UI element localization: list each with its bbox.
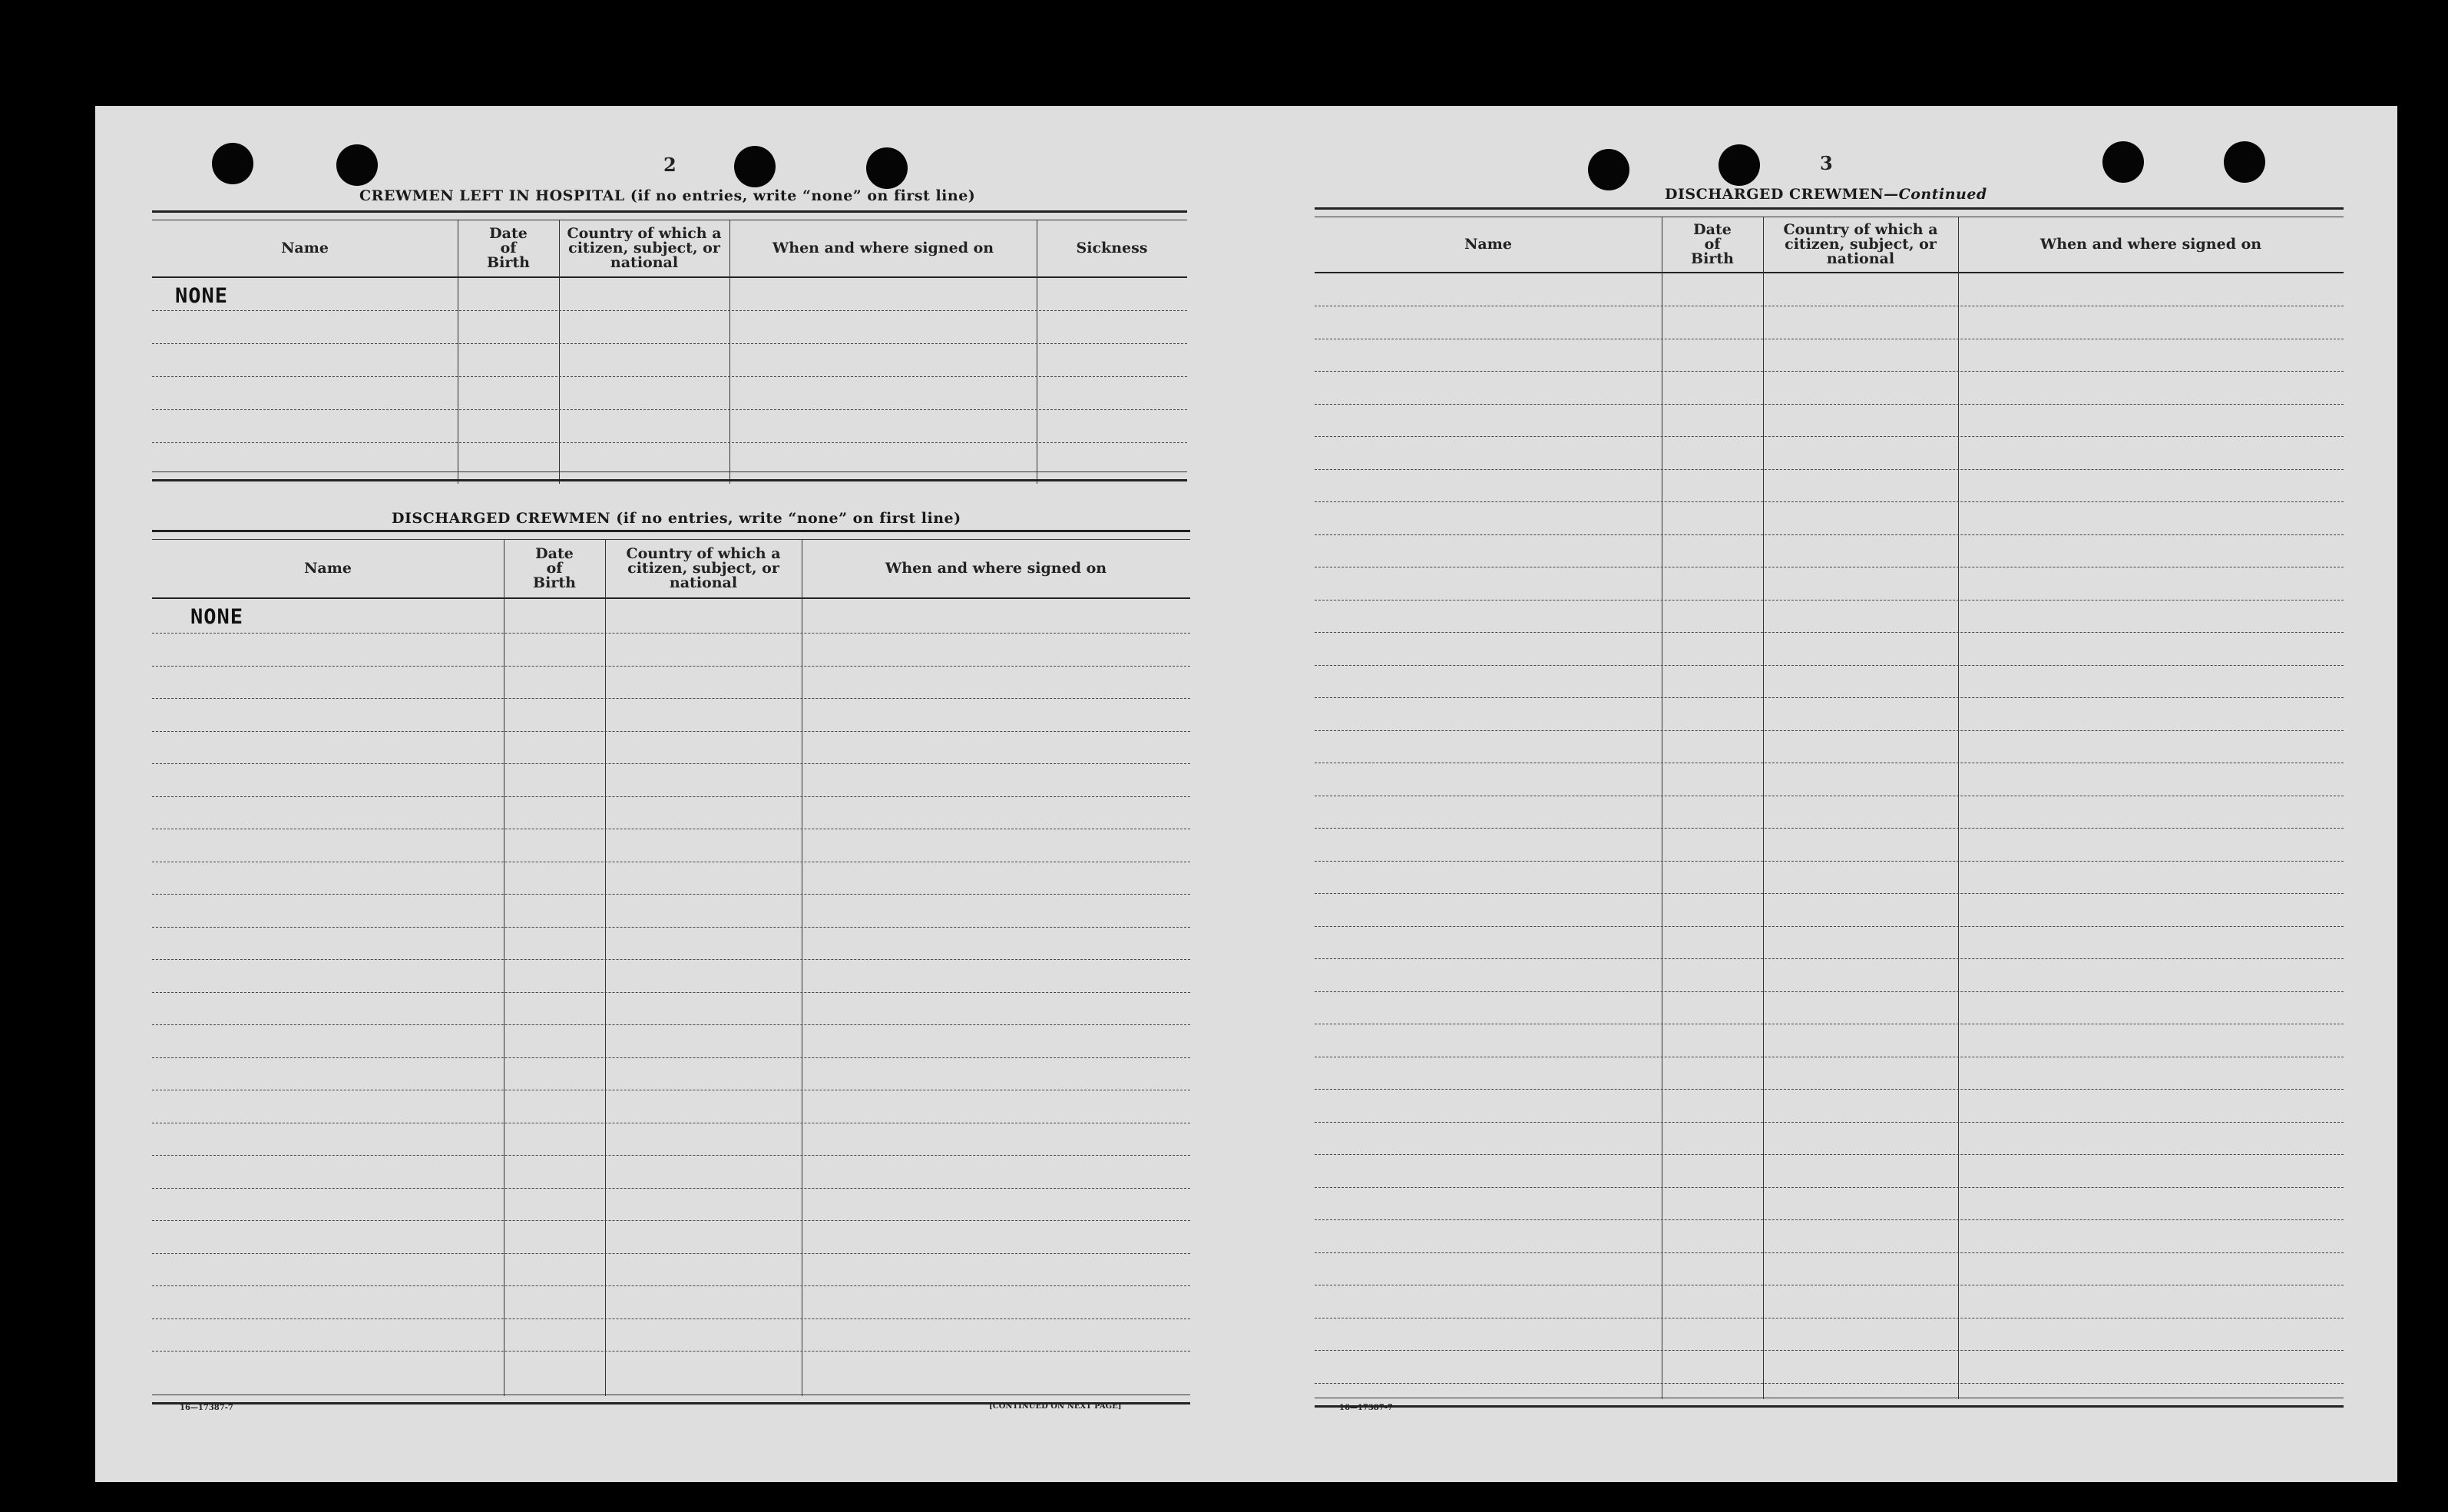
punch-hole [2102,141,2144,183]
table-row [1315,1252,2344,1253]
column-divider [1763,217,1764,1399]
table-row [1315,893,2344,894]
table-row [152,698,1190,699]
table-row [152,633,1190,634]
table-row [152,376,1187,377]
form-number-left: 16—17387-7 [180,1404,233,1412]
col-dob-text: Date of Birth [487,224,530,271]
table-row [152,959,1190,960]
hospital-instruction: (if no entries, write “none” on first line) [630,187,976,204]
table-bottom-rule [1315,1398,2344,1408]
table-row [152,1253,1190,1254]
table-row [1315,697,2344,698]
col-dob-header [504,541,605,596]
table-top-rule [152,530,1190,540]
table-row [1315,469,2344,470]
col-dob-header [1662,217,1763,272]
hospital-section-title [359,187,975,204]
continued-title-text: DISCHARGED CREWMEN [1665,186,1884,203]
continued-note: [CONTINUED ON NEXT PAGE] [989,1402,1122,1411]
table-row [1315,632,2344,633]
table-row [152,763,1190,764]
hospital-first-entry: NONE [175,284,229,308]
column-divider [605,539,606,1396]
col-name-header: Name [281,239,329,256]
table-row [152,992,1190,993]
continued-subtitle: —Continued [1884,186,1987,203]
table-row [152,1318,1190,1319]
table-row [152,409,1187,410]
discharged-first-entry: NONE [190,605,244,629]
table-row [1315,1187,2344,1188]
hospital-title-text: CREWMEN LEFT IN HOSPITAL [359,187,625,204]
table-row [1315,1089,2344,1090]
table-row [152,1188,1190,1189]
discharged-section-title [392,510,961,527]
table-row [152,1351,1190,1352]
table-row [1315,1154,2344,1155]
col-country-text: Country of which a citizen, subject, or national [1783,220,1938,267]
col-country-text: Country of which a citizen, subject, or national [567,224,722,271]
table-row [1315,436,2344,437]
col-signed-header: When and where signed on [772,239,994,256]
table-row [1315,1122,2344,1123]
header-rule [152,597,1190,599]
table-row [152,731,1190,732]
table-bottom-rule [152,471,1187,481]
col-dob-text: Date of Birth [1691,220,1734,267]
page-number-right: 3 [1820,152,1833,174]
table-row [152,927,1190,928]
discharged-table [152,530,1190,1467]
table-row [1315,1219,2344,1220]
table-row [1315,665,2344,666]
punch-hole [336,144,378,186]
table-row [152,442,1187,443]
table-row [1315,404,2344,405]
table-row [152,666,1190,667]
table-row [152,796,1190,797]
col-country-header [559,221,729,275]
discharged-instruction: (if no entries, write “none” on first line) [616,510,961,527]
document-sheet [95,106,2397,1482]
table-row [152,1285,1190,1286]
table-row [1315,534,2344,535]
table-row [152,1220,1190,1221]
column-divider [1958,217,1959,1399]
table-row [152,1024,1190,1025]
col-name-header: Name [304,559,352,577]
table-row [152,1057,1190,1058]
col-dob-text: Date of Birth [533,544,576,591]
hospital-table [152,210,1187,487]
table-row [1315,501,2344,502]
table-row [1315,1350,2344,1351]
table-row [152,310,1187,311]
header-rule [1315,272,2344,273]
table-row [1315,861,2344,862]
table-row [1315,730,2344,731]
table-row [1315,958,2344,959]
col-signed-header: When and where signed on [2039,235,2262,253]
col-country-text: Country of which a citizen, subject, or national [626,544,781,591]
header-rule [152,276,1187,278]
discharged-continued-table [1315,207,2344,1467]
table-top-rule [152,210,1187,220]
table-row [152,343,1187,344]
punch-hole [1588,149,1629,190]
punch-hole [212,143,253,184]
col-signed-header: When and where signed on [885,559,1107,577]
table-row [1315,828,2344,829]
col-sickness-header: Sickness [1076,239,1148,256]
punch-hole [1719,144,1760,186]
table-row [1315,926,2344,927]
form-number-right: 16—17387-7 [1339,1404,1393,1412]
table-row [1315,991,2344,992]
table-row [1315,371,2344,372]
page-number-left: 2 [663,154,677,176]
table-row [1315,1383,2344,1384]
table-row [152,894,1190,895]
table-row [152,1155,1190,1156]
col-country-header [1763,217,1958,272]
col-country-header [605,541,802,596]
punch-hole [866,147,908,189]
col-dob-header [458,221,559,275]
discharged-continued-title [1665,186,1987,203]
punch-hole [2224,141,2265,183]
col-name-header: Name [1464,235,1512,253]
punch-hole [734,146,776,187]
discharged-title-text: DISCHARGED CREWMEN [392,510,611,527]
